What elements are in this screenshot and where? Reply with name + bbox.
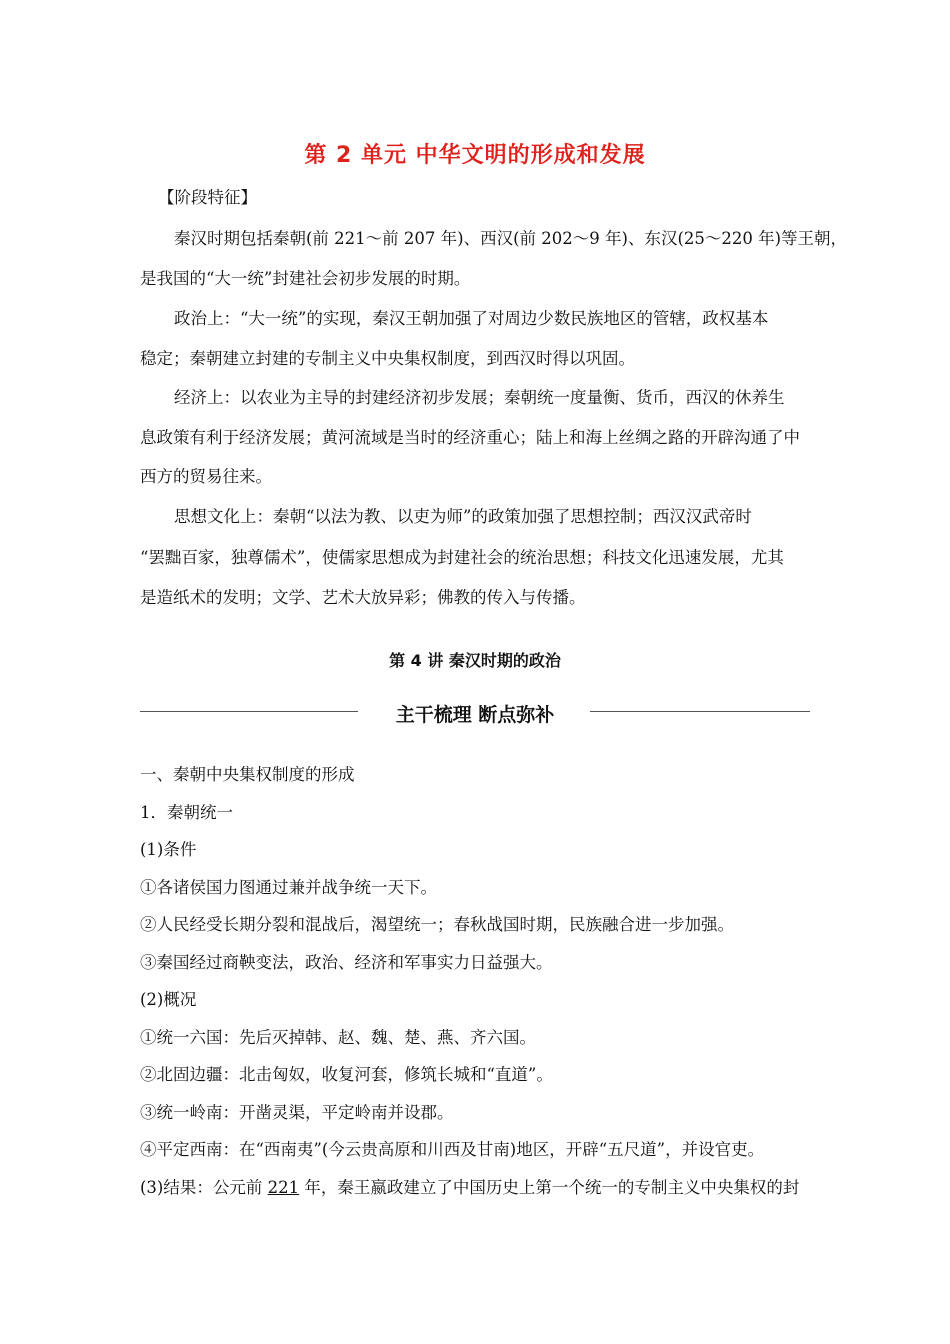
paragraph-line: 秦汉时期包括秦朝(前 221～前 207 年)、西汉(前 202～9 年)、东汉(25～220 年)等王朝， bbox=[174, 229, 848, 248]
outline-item: ③秦国经过商鞅变法，政治、经济和军事实力日益强大。 bbox=[140, 953, 553, 972]
outline-item-result bbox=[140, 1178, 799, 1198]
result-year-blank: 221 bbox=[267, 1178, 300, 1197]
outline-item: ①各诸侯国力图通过兼并战争统一天下。 bbox=[140, 878, 437, 897]
paragraph-line: 西方的贸易往来。 bbox=[140, 467, 272, 486]
outline-item: ①统一六国：先后灭掉韩、赵、魏、楚、燕、齐六国。 bbox=[140, 1028, 536, 1047]
outline-item: ③统一岭南：开凿灵渠，平定岭南并设郡。 bbox=[140, 1103, 454, 1122]
paragraph-line: 是我国的“大一统”封建社会初步发展的时期。 bbox=[140, 269, 471, 288]
paragraph-line: 政治上：“大一统”的实现，秦汉王朝加强了对周边少数民族地区的管辖，政权基本 bbox=[174, 309, 769, 328]
paragraph-line: “罢黜百家，独尊儒术”，使儒家思想成为封建社会的统治思想；科技文化迅速发展，尤其 bbox=[140, 548, 784, 567]
outline-item: ④平定西南：在“西南夷”(今云贵高原和川西及甘南)地区，开辟“五尺道”，并设官吏。 bbox=[140, 1140, 765, 1159]
paragraph-line: 息政策有利于经济发展；黄河流域是当时的经济重心；陆上和海上丝绸之路的开辟沟通了中 bbox=[140, 428, 800, 447]
lecture-title: 第 4 讲 秦汉时期的政治 bbox=[389, 651, 561, 670]
section-banner bbox=[140, 700, 810, 724]
paragraph-line: 经济上：以农业为主导的封建经济初步发展；秦朝统一度量衡、货币，西汉的休养生 bbox=[174, 388, 785, 407]
outline-item: (2)概况 bbox=[140, 990, 197, 1009]
paragraph-line: 是造纸术的发明；文学、艺术大放异彩；佛教的传入与传播。 bbox=[140, 588, 586, 607]
divider-line bbox=[590, 711, 810, 712]
outline-subheading: 1．秦朝统一 bbox=[140, 803, 233, 822]
paragraph-line: 稳定；秦朝建立封建的专制主义中央集权制度，到西汉时得以巩固。 bbox=[140, 349, 635, 368]
outline-heading: 一、秦朝中央集权制度的形成 bbox=[140, 765, 355, 784]
outline-item: ②北固边疆：北击匈奴，收复河套，修筑长城和“直道”。 bbox=[140, 1065, 553, 1084]
unit-title: 第 2 单元 中华文明的形成和发展 bbox=[304, 143, 646, 168]
stage-label: 【阶段特征】 bbox=[158, 188, 257, 207]
outline-item: ②人民经受长期分裂和混战后，渴望统一；春秋战国时期，民族融合进一步加强。 bbox=[140, 915, 734, 934]
result-suffix: 年，秦王嬴政建立了中国历史上第一个统一的专制主义中央集权的封 bbox=[299, 1178, 800, 1197]
result-prefix: (3)结果：公元前 bbox=[140, 1178, 268, 1197]
section-banner-label: 主干梳理 断点弥补 bbox=[395, 704, 555, 726]
outline-item: (1)条件 bbox=[140, 840, 197, 859]
paragraph-line: 思想文化上：秦朝“以法为教、以吏为师”的政策加强了思想控制；西汉汉武帝时 bbox=[174, 507, 752, 526]
